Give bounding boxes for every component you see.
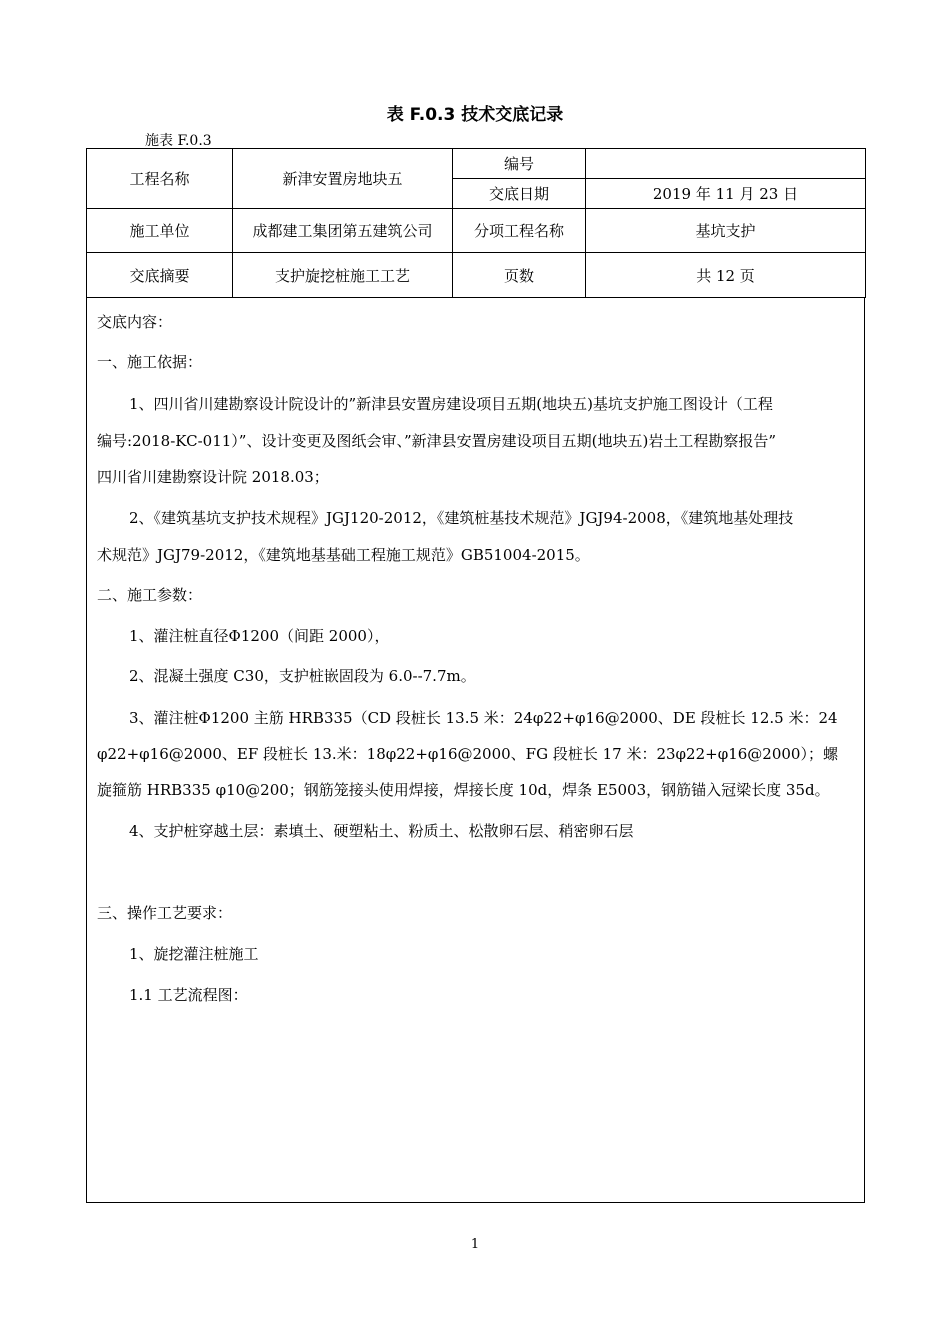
constructor-label: 施工单位 xyxy=(87,209,233,253)
page-number: 1 xyxy=(470,1237,480,1252)
number-value xyxy=(586,149,866,179)
section-1-para-2-line-2: 术规范》JGJ79-2012，《建筑地基基础工程施工规范》GB51004-2015。 xyxy=(97,546,590,564)
header-table xyxy=(86,148,866,298)
subproject-label: 分项工程名称 xyxy=(453,209,586,253)
date-label: 交底日期 xyxy=(453,179,586,209)
date-value: 2019 年 11 月 23 日 xyxy=(586,179,866,209)
section-1-para-2-line-1: 2、《建筑基坑支护技术规程》JGJ120-2012，《建筑桩基技术规范》JGJ94-2008，《建筑地基处理技 xyxy=(129,509,794,527)
pages-label: 页数 xyxy=(453,253,586,298)
summary-value: 支护旋挖桩施工工艺 xyxy=(233,253,453,298)
section-2-item-1: 1、灌注桩直径Φ1200（间距 2000）， xyxy=(129,627,390,645)
section-2-item-3-line-2: φ22+φ16@2000、EF 段桩长 13.米：18φ22+φ16@2000、FG 段桩长 17 米：23φ22+φ16@2000）；螺 xyxy=(97,745,838,763)
project-name-label: 工程名称 xyxy=(87,149,233,209)
section-2-item-2: 2、混凝土强度 C30，支护桩嵌固段为 6.0--7.7m。 xyxy=(129,667,476,685)
pages-value: 共 12 页 xyxy=(586,253,866,298)
subproject-value: 基坑支护 xyxy=(586,209,866,253)
section-2-item-3-line-3: 旋箍筋 HRB335 φ10@200；钢筋笼接头使用焊接，焊接长度 10d，焊条 E5003，钢筋锚入冠梁长度 35d。 xyxy=(97,781,830,799)
content-heading: 交底内容： xyxy=(97,313,173,331)
number-label: 编号 xyxy=(453,149,586,179)
section-3-title: 三、操作工艺要求： xyxy=(97,904,233,922)
document-title: 表 F.0.3 技术交底记录 xyxy=(386,105,564,125)
section-1-para-1-line-3: 四川省川建勘察设计院 2018.03； xyxy=(97,468,329,486)
section-2-item-4: 4、支护桩穿越土层：素填土、硬塑粘土、粉质土、松散卵石层、稍密卵石层 xyxy=(129,822,634,840)
section-1-para-1-line-1: 1、四川省川建勘察设计院设计的”新津县安置房建设项目五期(地块五)基坑支护施工图设计（工程 xyxy=(129,395,773,413)
constructor-value: 成都建工集团第五建筑公司 xyxy=(233,209,453,253)
section-1-para-1-line-2: 编号:2018-KC-011）”、设计变更及图纸会审、”新津县安置房建设项目五期(地块五)岩土工程勘察报告” xyxy=(97,432,776,450)
form-code: 施表 F.0.3 xyxy=(145,133,212,149)
section-2-title: 二、施工参数： xyxy=(97,586,203,604)
summary-label: 交底摘要 xyxy=(87,253,233,298)
section-3-item-1: 1、旋挖灌注桩施工 xyxy=(129,945,259,963)
project-name-value: 新津安置房地块五 xyxy=(233,149,453,209)
content-box xyxy=(86,297,865,1203)
section-1-title: 一、施工依据： xyxy=(97,353,203,371)
section-2-item-3-line-1: 3、灌注桩Φ1200 主筋 HRB335（CD 段桩长 13.5 米：24φ22+φ16@2000、DE 段桩长 12.5 米：24 xyxy=(129,709,838,727)
section-3-item-1-1: 1.1 工艺流程图： xyxy=(129,986,248,1004)
